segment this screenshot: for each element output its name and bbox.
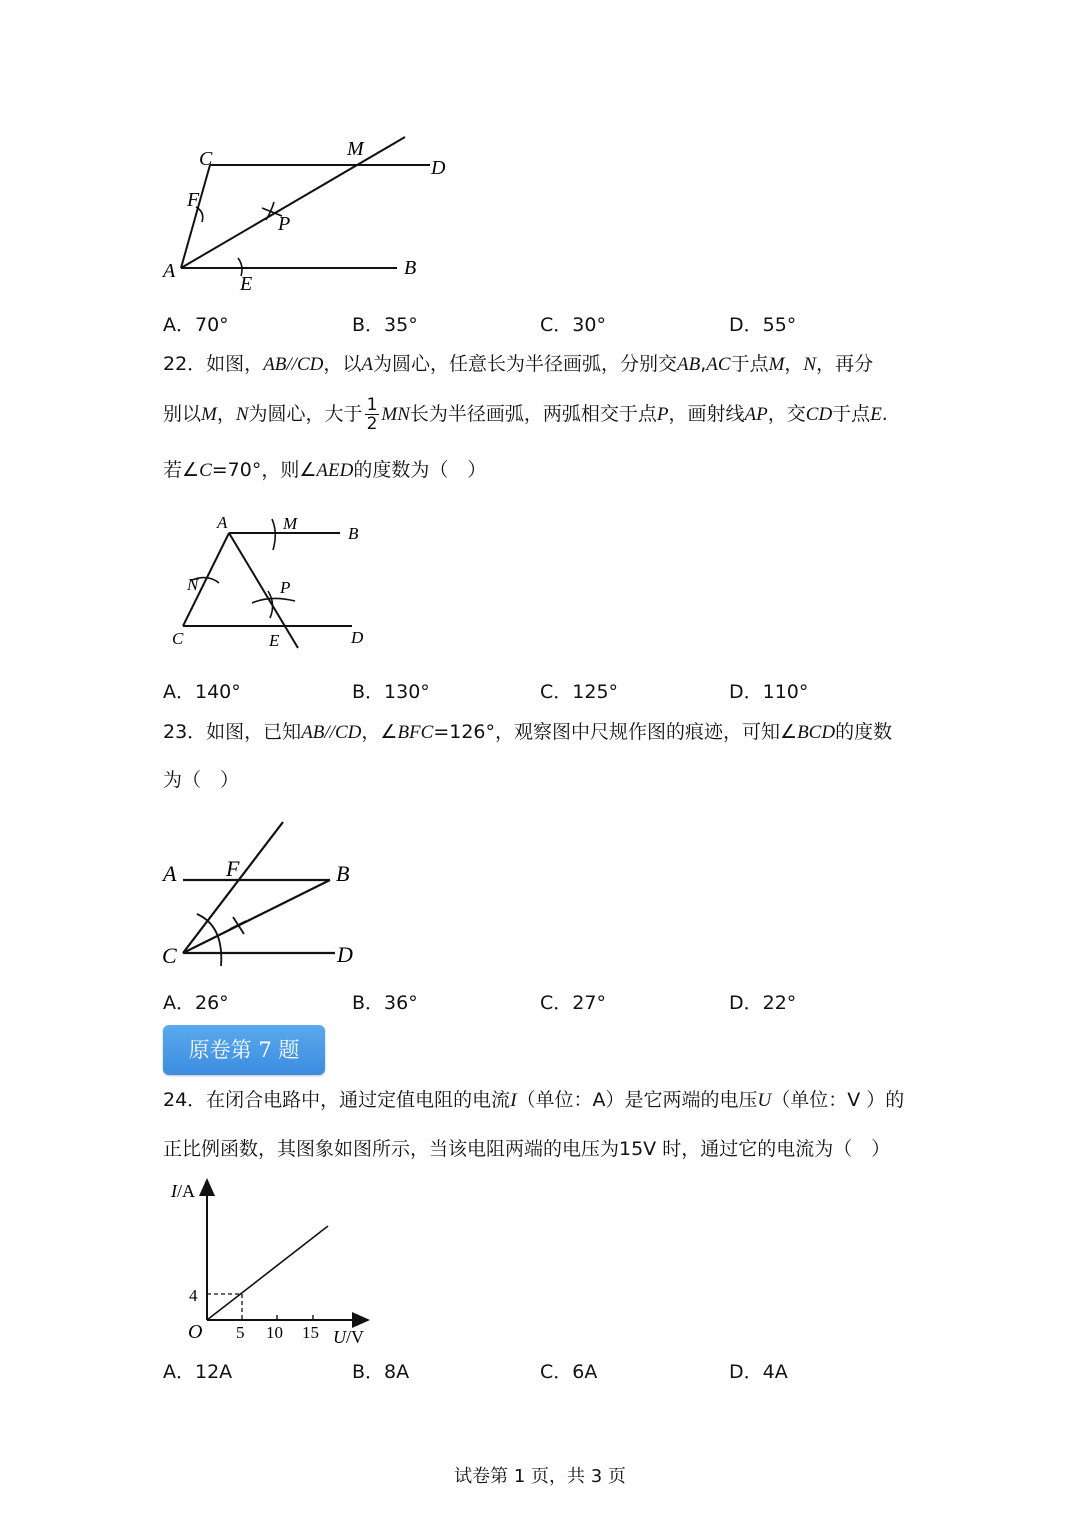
q24-x-axis-label: U/V xyxy=(333,1327,364,1347)
q22-option-d[interactable]: D．110° xyxy=(729,681,809,703)
q24-line-2: 正比例函数，其图象如图所示，当该电阻两端的电压为15V 时，通过它的电流为（ ） xyxy=(163,1138,891,1160)
q21-label-M: M xyxy=(347,138,364,160)
q22-arc-P1 xyxy=(252,598,295,603)
q24-option-b[interactable]: B．8A xyxy=(352,1361,410,1383)
q23-label-B: B xyxy=(336,861,350,886)
q24-y-axis-label: I/A xyxy=(171,1181,195,1201)
original-question-badge[interactable]: 原卷第 7 题 xyxy=(163,1025,325,1075)
q23-label-D: D xyxy=(337,942,353,967)
q23-option-d[interactable]: D．22° xyxy=(729,992,797,1014)
q23-label-A: A xyxy=(163,861,177,886)
q22-label-D: D xyxy=(351,628,364,647)
q22-fraction: $\frac{1}{2}$ xyxy=(366,395,378,434)
q21-label-P: P xyxy=(278,213,291,235)
q22-arc-M xyxy=(272,519,275,550)
q21-arc-P2 xyxy=(266,202,274,220)
q24-y-tick-label: 4 xyxy=(189,1286,198,1305)
q23-segment-CB xyxy=(183,880,330,953)
q22-label-N: N xyxy=(187,575,199,594)
q24-origin-label: O xyxy=(188,1321,203,1343)
q22-line-3: 若∠C=70°，则∠AED的度数为（ ） xyxy=(163,459,487,481)
q22-arc-P2 xyxy=(268,591,273,618)
q21-label-E: E xyxy=(240,273,253,295)
q22-option-c[interactable]: C．125° xyxy=(540,681,619,703)
q22-label-A: A xyxy=(217,513,228,532)
q22-line-2: 别以M，N为圆心，大于 $\frac{1}{2}$ MN长为半径画弧，两弧相交于点P，画射线AP，交CD于点E. xyxy=(163,395,888,434)
q21-ray-AM xyxy=(181,137,405,268)
q23-label-C: C xyxy=(162,943,177,968)
q24-graph xyxy=(160,1175,375,1350)
q23-line-1: 23．如图，已知AB//CD，∠BFC=126°，观察图中尺规作图的痕迹，可知∠BCD的度数 xyxy=(163,721,893,743)
q23-line-2: 为（ ） xyxy=(163,769,240,791)
q23-label-F: F xyxy=(226,856,240,881)
q21-option-a[interactable]: A．70° xyxy=(163,314,229,336)
q22-label-C: C xyxy=(172,629,184,648)
q24-x-tick-label-5: 5 xyxy=(236,1323,245,1342)
q23-option-b[interactable]: B．36° xyxy=(352,992,418,1014)
q23-option-a[interactable]: A．26° xyxy=(163,992,229,1014)
page-footer: 试卷第 1 页，共 3 页 xyxy=(454,1466,626,1487)
q24-x-tick-label-10: 10 xyxy=(266,1323,283,1342)
q22-figure xyxy=(160,505,380,660)
q21-label-D: D xyxy=(431,157,446,179)
q23-ray-CF xyxy=(183,822,283,953)
q23-arc-mark2 xyxy=(230,921,246,929)
q22-option-a[interactable]: A．140° xyxy=(163,681,241,703)
q24-option-d[interactable]: D．4A xyxy=(729,1361,788,1383)
q21-option-c[interactable]: C．30° xyxy=(540,314,606,336)
q23-figure xyxy=(155,815,365,975)
q24-x-tick-label-15: 15 xyxy=(302,1323,319,1342)
q21-label-C: C xyxy=(199,148,213,170)
q23-option-c[interactable]: C．27° xyxy=(540,992,606,1014)
q22-line-1: 22．如图，AB//CD，以A为圆心，任意长为半径画弧，分别交AB,AC于点M，N，再分 xyxy=(163,353,874,375)
q22-label-P: P xyxy=(280,578,291,597)
q21-label-A: A xyxy=(163,260,176,282)
q24-option-c[interactable]: C．6A xyxy=(540,1361,598,1383)
q21-option-b[interactable]: B．35° xyxy=(352,314,418,336)
q22-label-M: M xyxy=(283,514,298,533)
q24-option-a[interactable]: A．12A xyxy=(163,1361,233,1383)
q21-option-d[interactable]: D．55° xyxy=(729,314,797,336)
q22-label-E: E xyxy=(269,631,280,650)
q24-line-1: 24．在闭合电路中，通过定值电阻的电流I（单位：A）是它两端的电压U（单位：V ）的 xyxy=(163,1089,905,1111)
q24-function-line xyxy=(207,1226,328,1320)
q21-label-B: B xyxy=(404,257,417,279)
q21-label-F: F xyxy=(187,189,200,211)
q22-label-B: B xyxy=(348,524,359,543)
q22-option-b[interactable]: B．130° xyxy=(352,681,430,703)
q21-figure xyxy=(150,125,470,300)
